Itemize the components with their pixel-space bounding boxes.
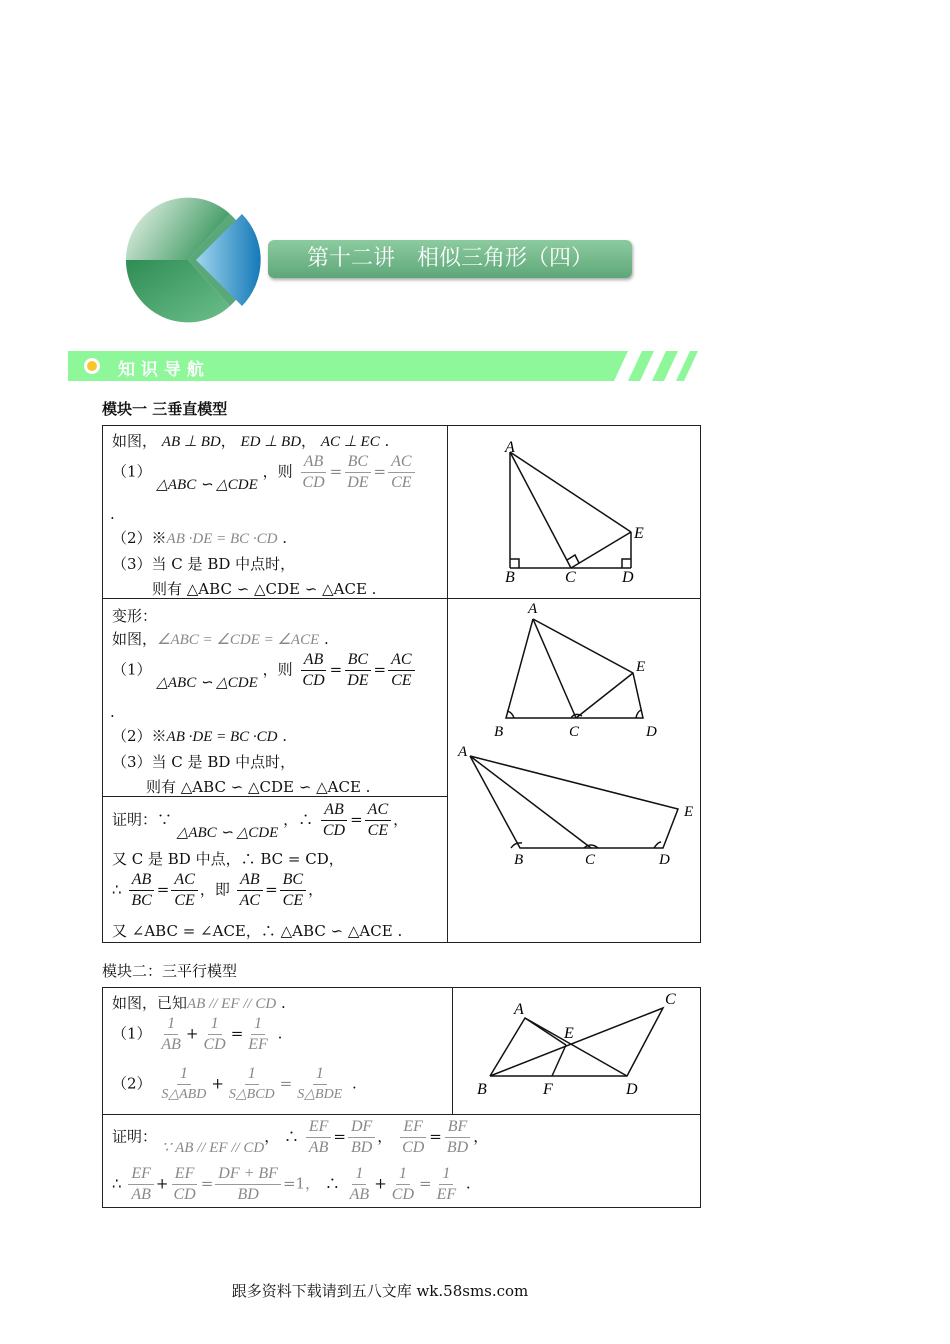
- module2-title: 模块二：三平行模型: [102, 962, 238, 980]
- svg-text:E: E: [634, 525, 644, 542]
- m1r2-line3: （2）※AB ·DE = BC ·CD .: [112, 727, 288, 745]
- svg-text:A: A: [528, 601, 538, 617]
- m1r1-line4: （3）当 C 是 BD 中点时，: [112, 555, 296, 573]
- footer-text: 跟多资料下载请到五八文库 wk.58sms.com: [231, 1282, 529, 1300]
- svg-text:C: C: [665, 991, 676, 1008]
- svg-text:D: D: [622, 569, 634, 586]
- svg-text:A: A: [505, 439, 515, 456]
- m2r1-line3: （2） $\frac{1}{\text{S△ABD}}$ + $\frac{1}{\text{S△BCD}}$ = $\frac{1}{\text{S△BDE}}$ .: [112, 1065, 357, 1102]
- m1r2-line0: 变形：: [112, 607, 158, 625]
- svg-text:C: C: [565, 569, 576, 586]
- m2r1-line1: 如图，已知AB // EF // CD .: [112, 994, 286, 1012]
- m2r2-line1: 证明： ∵ AB // EF // CD， ∴ $\frac{EF}{AB}$ = $\frac{DF}{BD}$ ， $\frac{EF}{CD}$ = $\frac{BF}{BD}$ ，: [112, 1118, 489, 1156]
- svg-text:E: E: [564, 1025, 574, 1042]
- svg-text:E: E: [636, 659, 646, 675]
- svg-text:D: D: [659, 852, 670, 868]
- m1r1-line5: 则有 △ABC ∽ △CDE ∽ △ACE .: [152, 580, 377, 598]
- m2r1-line2: （1） $\frac{1}{AB}$ + $\frac{1}{CD}$ = $\frac{1}{EF}$ .: [112, 1015, 283, 1053]
- svg-text:E: E: [684, 804, 694, 820]
- svg-text:C: C: [569, 724, 580, 740]
- svg-text:A: A: [514, 1001, 524, 1018]
- m1r2-line2: （1） △ABC ∽ △CDE ，则 $\frac{AB}{CD}$ = $\frac{BC}{DE}$ = $\frac{AC}{CE}$: [112, 650, 417, 691]
- m1r2-dot: .: [110, 703, 115, 721]
- title-logo-graphic: [118, 192, 268, 330]
- m1r2-line4: （3）当 C 是 BD 中点时，: [112, 753, 296, 771]
- banner-label: 知 识 导 航: [118, 360, 204, 380]
- m1r3-line2: 又 C 是 BD 中点，∴ BC = CD，: [112, 850, 344, 868]
- svg-text:C: C: [585, 852, 596, 868]
- m1-diagram-equal-angles: [448, 599, 700, 943]
- m1-diagram-perpendicular: [448, 426, 700, 598]
- svg-text:F: F: [543, 1081, 553, 1098]
- m1r1-dot: .: [110, 505, 115, 523]
- page-title: 第十二讲 相似三角形（四）: [306, 246, 593, 271]
- module1-title: 模块一 三垂直模型: [102, 400, 228, 418]
- m1r1-line1: 如图， AB ⊥ BD， ED ⊥ BD， AC ⊥ EC .: [112, 432, 390, 450]
- m1r2-line1: 如图，∠ABC = ∠CDE = ∠ACE .: [112, 630, 329, 648]
- m1r3-line4: 又 ∠ABC = ∠ACE，∴ △ABC ∽ △ACE .: [112, 922, 403, 940]
- svg-text:A: A: [458, 744, 468, 760]
- m1r1-line3: （2）※AB ·DE = BC ·CD .: [112, 529, 288, 547]
- m2r2-line2: ∴ $\frac{EF}{AB}$ + $\frac{EF}{CD}$ = $\frac{DF + BF}{BD}$ =1， ∴ $\frac{1}{AB}$ + $\frac{1}{CD}$ = $\frac{1}{EF}$ .: [112, 1165, 471, 1203]
- m1r1-line2: （1） △ABC ∽ △CDE ，则 $\frac{AB}{CD}$ = $\frac{BC}{DE}$ = $\frac{AC}{CE}$: [112, 452, 417, 493]
- svg-text:D: D: [646, 724, 657, 740]
- svg-text:B: B: [494, 724, 504, 740]
- m2-diagram-parallel: [453, 988, 700, 1114]
- m1r2-line5: 则有 △ABC ∽ △CDE ∽ △ACE .: [146, 778, 371, 796]
- svg-text:B: B: [514, 852, 524, 868]
- svg-text:D: D: [626, 1081, 638, 1098]
- svg-text:B: B: [505, 569, 515, 586]
- svg-text:B: B: [477, 1081, 487, 1098]
- m1r3-line1: 证明：∵ △ABC ∽ △CDE ，∴ $\frac{AB}{CD}$ = $\frac{AC}{CE}$ ，: [112, 801, 409, 841]
- m1r3-line3: ∴ $\frac{AB}{BC}$ = $\frac{AC}{CE}$ ，即 $\frac{AB}{AC}$ = $\frac{BC}{CE}$ ，: [112, 871, 324, 909]
